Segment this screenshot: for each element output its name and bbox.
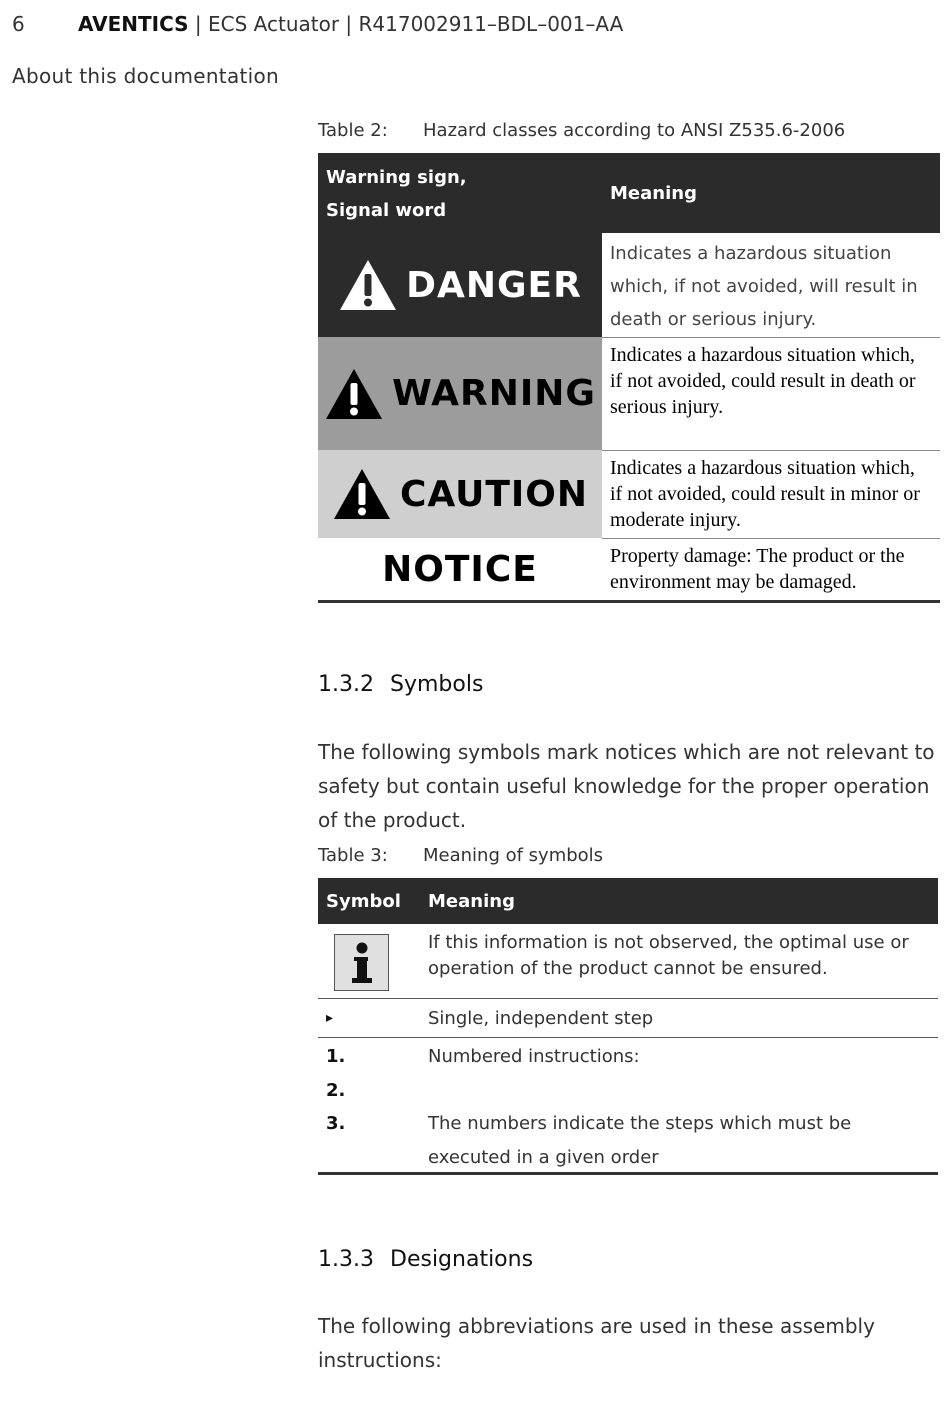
numbered-instructions-label: Numbered instructions:	[428, 1046, 640, 1067]
meaning-numbered	[428, 1038, 938, 1172]
header-signal-word: Signal word	[326, 200, 447, 221]
numbered-symbols	[318, 1038, 428, 1172]
table-header-row	[318, 878, 938, 924]
meaning-single-step: Single, independent step	[428, 1007, 654, 1029]
table3-caption-text: Meaning of symbols	[423, 845, 604, 866]
warning-triangle-icon	[324, 367, 384, 421]
header-symbol: Symbol	[326, 890, 401, 912]
signal-word-danger: DANGER	[406, 264, 582, 306]
document-title	[78, 12, 623, 36]
page-number: 6	[12, 12, 25, 36]
signal-word-notice: NOTICE	[382, 548, 538, 590]
section-heading-symbols	[318, 672, 483, 697]
meaning-notice: Property damage: The product or the environment may be damaged.	[602, 538, 940, 600]
table2-caption-number: Table 2:	[318, 120, 388, 141]
table2-caption	[318, 120, 845, 141]
step-number-2: 2.	[326, 1079, 346, 1101]
signal-word-warning: WARNING	[392, 373, 596, 414]
warning-triangle-icon	[338, 258, 398, 312]
notice-signal-cell	[318, 538, 602, 600]
table-header-cell	[318, 153, 602, 233]
meaning-caution: Indicates a hazardous situation which, if not avoided, could result in minor or moderate injury.	[602, 450, 940, 538]
section-title: Symbols	[390, 672, 484, 697]
table-row-numbered	[318, 1038, 938, 1175]
table-header-row	[318, 153, 940, 233]
section-heading-designations	[318, 1247, 533, 1272]
step-number-1: 1.	[326, 1046, 346, 1067]
header-meaning: Meaning	[428, 890, 515, 912]
table-row-notice	[318, 538, 940, 603]
caution-signal-cell	[318, 450, 602, 538]
designations-intro-paragraph: The following abbreviations are used in these assembly instructions:	[318, 1314, 875, 1372]
table-row-single-step	[318, 999, 938, 1038]
warning-signal-cell	[318, 337, 602, 450]
table-row-info	[318, 924, 938, 999]
brand-name: AVENTICS	[78, 12, 189, 36]
table-row-caution	[318, 450, 940, 538]
table3-caption-number: Table 3:	[318, 845, 388, 866]
section-number: 1.3.2	[318, 672, 374, 697]
danger-signal-cell	[318, 233, 602, 337]
hazard-classes-table	[318, 153, 940, 603]
header-meaning: Meaning	[610, 182, 697, 204]
table-row-warning	[318, 337, 940, 450]
table-row-danger	[318, 233, 940, 337]
table2-caption-text: Hazard classes according to ANSI Z535.6-2006	[423, 120, 846, 141]
symbols-table	[318, 878, 938, 1175]
numbered-instructions-description: The numbers indicate the steps which must be executed in a given order	[428, 1113, 852, 1168]
info-icon	[334, 934, 389, 991]
header-warning-sign: Warning sign,	[326, 167, 467, 188]
document-title-rest: | ECS Actuator | R417002911–BDL–001–AA	[188, 12, 624, 36]
symbols-intro-paragraph: The following symbols mark notices which are not relevant to safety but contain useful knowledge for the proper operation of the product.	[318, 740, 935, 832]
arrow-right-icon: ▸	[326, 1010, 334, 1026]
section-title: Designations	[390, 1247, 534, 1272]
section-name: About this documentation	[12, 64, 280, 88]
meaning-danger: Indicates a hazardous situation which, if not avoided, will result in death or serious injury.	[610, 243, 918, 330]
step-number-3: 3.	[326, 1113, 346, 1134]
meaning-warning: Indicates a hazardous situation which, if not avoided, could result in death or serious injury.	[602, 337, 940, 450]
section-number: 1.3.3	[318, 1247, 374, 1272]
symbol-cell	[318, 924, 428, 998]
warning-triangle-icon	[332, 467, 392, 521]
page-header	[0, 12, 950, 40]
table3-caption	[318, 845, 603, 866]
signal-word-caution: CAUTION	[399, 473, 589, 515]
info-i-glyph	[347, 941, 377, 985]
meaning-info: If this information is not observed, the optimal use or operation of the product cannot be ensured.	[428, 932, 909, 979]
